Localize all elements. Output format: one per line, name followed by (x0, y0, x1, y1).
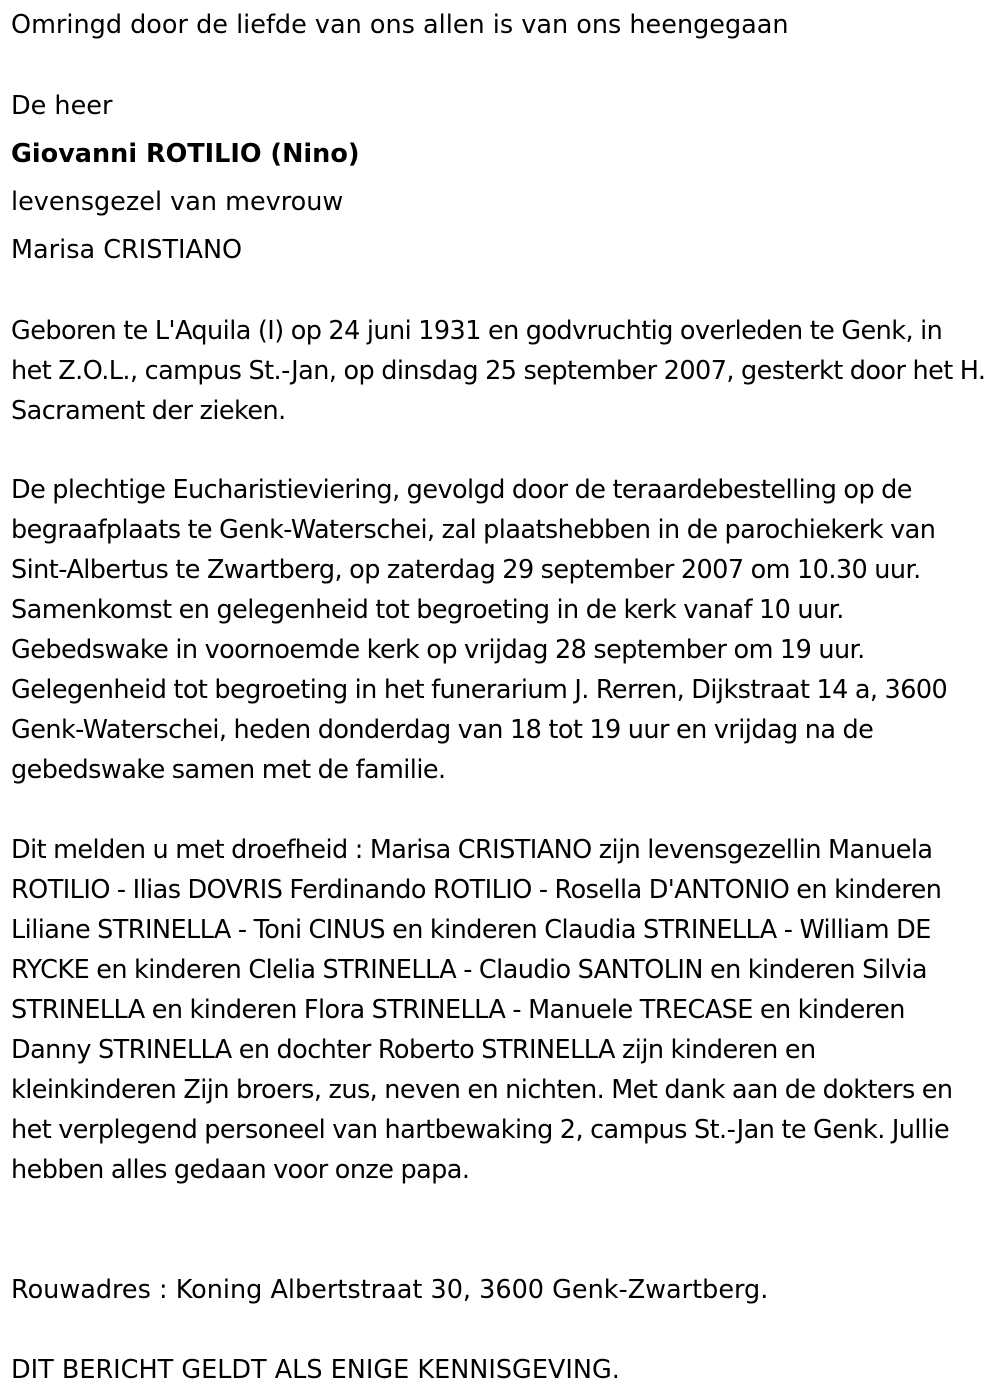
birth-death-paragraph: Geboren te L'Aquila (I) op 24 juni 1931 en godvruchtig overleden te Genk, in het Z.O.L., campus St.-Jan, op dinsdag 25 september 2007, gesterkt door het H. Sacrament der zieken. (11, 316, 986, 426)
deceased-name: Giovanni ROTILIO (Nino) (11, 139, 360, 169)
mourning-address: Rouwadres : Koning Albertstraat 30, 3600 Genk-Zwartberg. (11, 1275, 769, 1305)
partner-name: Marisa CRISTIANO (11, 235, 243, 265)
closing-statement: DIT BERICHT GELDT ALS ENIGE KENNISGEVING. (11, 1355, 620, 1385)
ceremony-paragraph: De plechtige Eucharistieviering, gevolgd door de teraardebestelling op de begraafplaats te Genk-Waterschei, zal plaatshebben in de parochiekerk van Sint-Albertus te Zwartberg, op zaterdag 29 september 2007 om 10.30 uur. Samenkomst en gelegenheid tot begroeting in de kerk vanaf 10 uur. Gebedswake in voornoemde kerk op vrijdag 28 september om 19 uur. Gelegenheid tot begroeting in het funerarium J. Rerren, Dijkstraat 14 a, 3600 Genk-Waterschei, heden donderdag van 18 tot 19 uur en vrijdag na de gebedswake samen met de familie. (11, 475, 948, 785)
relation-text: levensgezel van mevrouw (11, 187, 344, 217)
intro-text: Omringd door de liefde van ons allen is van ons heengegaan (11, 10, 789, 40)
salutation: De heer (11, 91, 113, 121)
announcement-paragraph: Dit melden u met droefheid : Marisa CRISTIANO zijn levensgezellin Manuela ROTILIO - Ilias DOVRIS Ferdinando ROTILIO - Rosella D'ANTONIO en kinderen Liliane STRINELLA - Toni CINUS en kinderen Claudia STRINELLA - William DE RYCKE en kinderen Clelia STRINELLA - Claudio SANTOLIN en kinderen Silvia STRINELLA en kinderen Flora STRINELLA - Manuele TRECASE en kinderen Danny STRINELLA en dochter Roberto STRINELLA zijn kinderen en kleinkinderen Zijn broers, zus, neven en nichten. Met dank aan de dokters en het verplegend personeel van hartbewaking 2, campus St.-Jan te Genk. Jullie hebben alles gedaan voor onze papa. (11, 835, 953, 1185)
